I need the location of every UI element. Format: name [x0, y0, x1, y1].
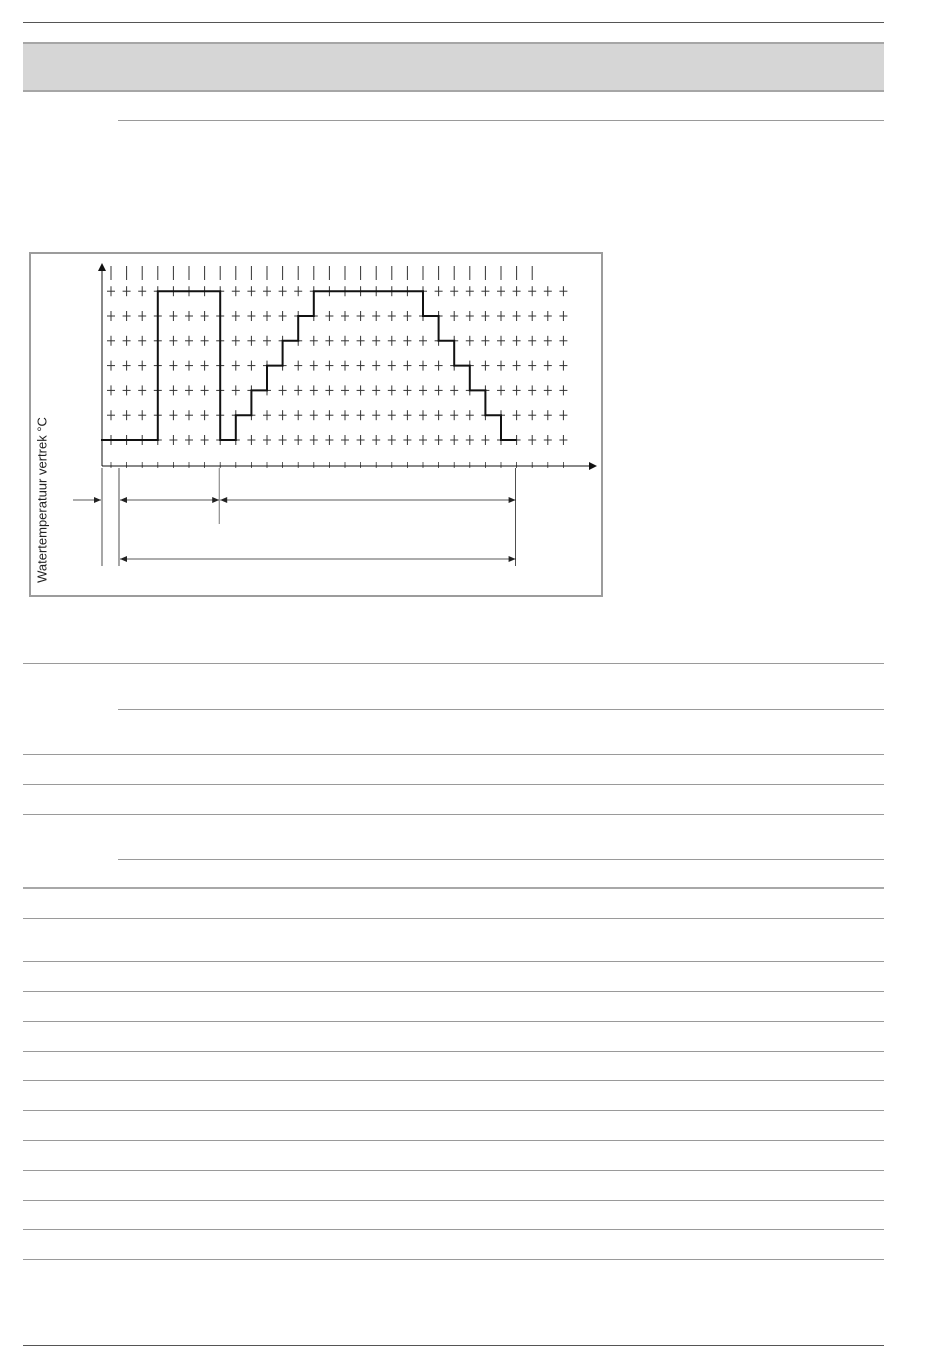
table-rule — [23, 1259, 884, 1260]
table-rule-heavy — [23, 887, 884, 889]
table-rule — [23, 1051, 884, 1052]
table-rule — [23, 1170, 884, 1171]
figure-frame — [29, 252, 603, 597]
dimension-total-arrow-right — [509, 556, 516, 562]
table-rule — [118, 859, 884, 860]
bottom-rule — [23, 1345, 884, 1346]
table-rule — [23, 754, 884, 755]
sub-rule-1 — [118, 120, 884, 121]
table-rule — [23, 663, 884, 664]
dimension-phase-1-arrow-left — [120, 497, 127, 503]
step-chart — [31, 254, 601, 595]
table-rule — [23, 784, 884, 785]
dimension-lead-arrow — [94, 497, 101, 503]
table-rule — [118, 709, 884, 710]
table-rule — [23, 1080, 884, 1081]
table-rule — [23, 1200, 884, 1201]
y-axis-arrow — [98, 263, 106, 271]
table-rule — [23, 961, 884, 962]
x-axis-arrow — [589, 462, 597, 470]
table-rule — [23, 991, 884, 992]
top-rule — [23, 22, 884, 23]
table-rule — [23, 1021, 884, 1022]
table-rule — [23, 1110, 884, 1111]
dimension-total-arrow-left — [120, 556, 127, 562]
table-rule — [23, 918, 884, 919]
table-rule — [23, 1229, 884, 1230]
y-axis-label: Watertemperatuur vertrek °C — [34, 417, 50, 583]
table-rule — [23, 814, 884, 815]
dimension-phase-2-arrow-right — [509, 497, 516, 503]
dimension-phase-1-arrow-right — [212, 497, 219, 503]
section-header-band — [23, 42, 884, 92]
dimension-phase-2-arrow-left — [220, 497, 227, 503]
table-rule — [23, 1140, 884, 1141]
